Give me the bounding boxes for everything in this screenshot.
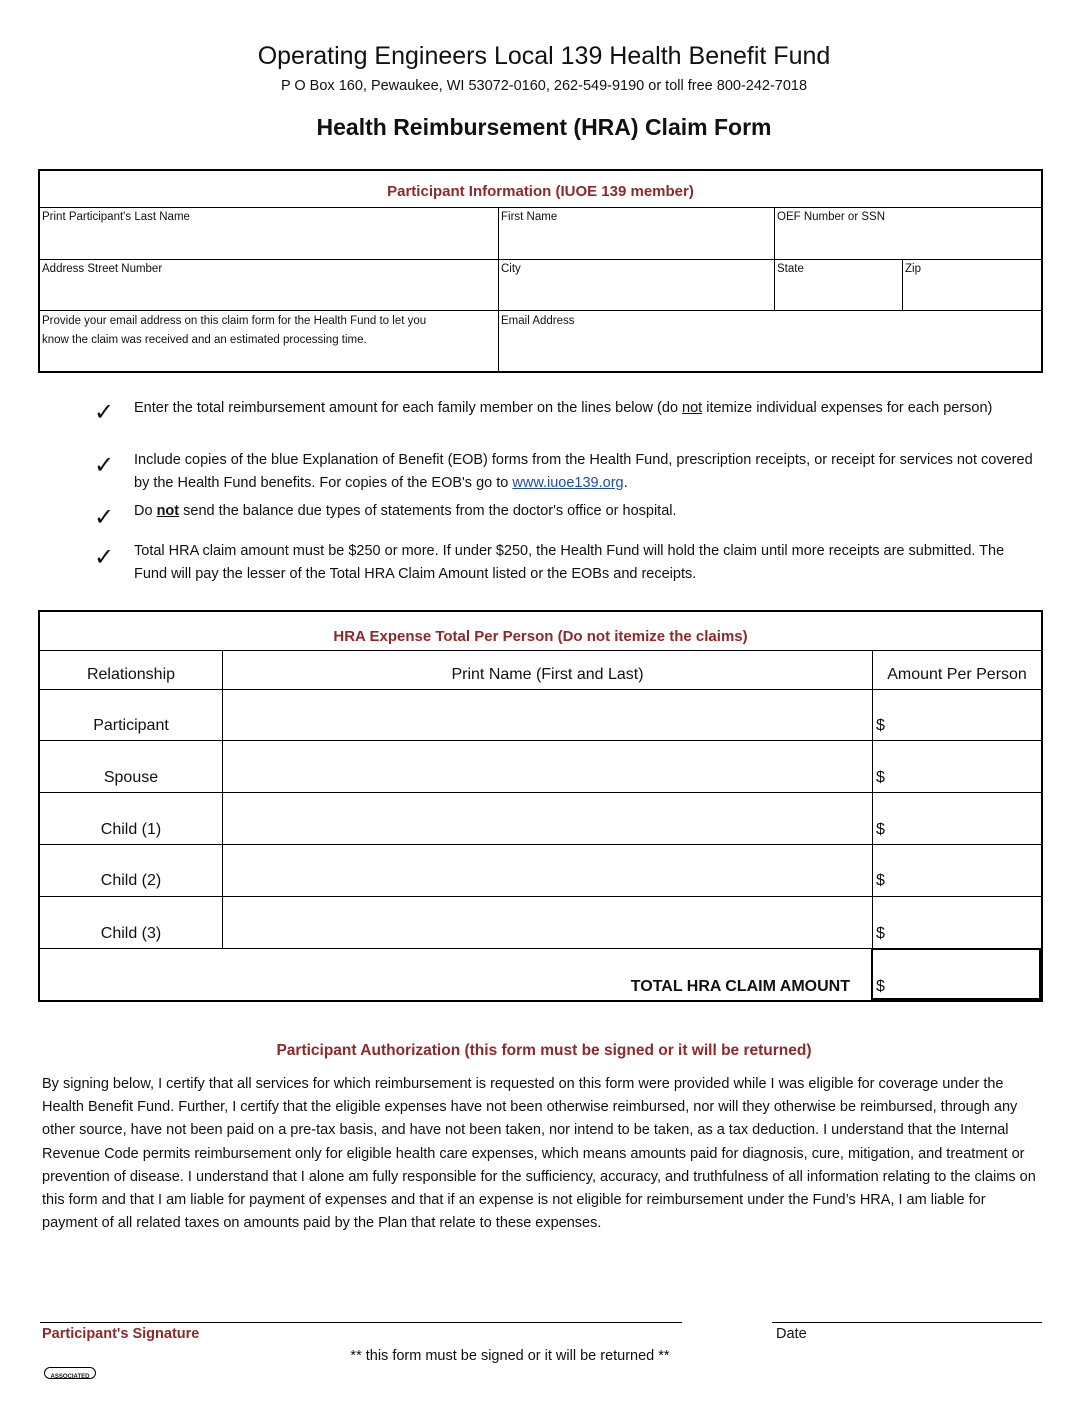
checkmark-icon: ✓ <box>94 398 115 426</box>
amount-input[interactable] <box>873 897 1041 948</box>
associated-logo-text: ASSOCIATED <box>50 1374 90 1379</box>
zip-label: Zip <box>905 263 921 275</box>
first-name-label: First Name <box>501 211 558 223</box>
name-input[interactable] <box>223 690 872 740</box>
checkmark-icon: ✓ <box>94 543 115 571</box>
name-input[interactable] <box>223 897 872 948</box>
email-label: Email Address <box>501 315 575 327</box>
date-line[interactable] <box>772 1322 1042 1323</box>
total-label: TOTAL HRA CLAIM AMOUNT <box>630 978 850 995</box>
city-label: City <box>501 263 521 275</box>
name-input[interactable] <box>223 845 872 896</box>
state-field[interactable] <box>777 260 899 309</box>
amount-input[interactable] <box>873 793 1041 844</box>
last-name-field[interactable] <box>42 208 496 258</box>
name-input[interactable] <box>223 741 872 792</box>
oef-number-field[interactable] <box>777 208 1039 258</box>
instruction-item-2: Include copies of the blue Explanation of Benefit (EOB) forms from the Health Fund, prescription receipts, or receipt for services not covered by the Health Fund benefits. For copies of the EOB's go to www.iuoe139.org. <box>134 452 1033 491</box>
total-amount-input[interactable] <box>871 948 1041 1000</box>
col-header-amount: Amount Per Person <box>887 666 1027 683</box>
participant-info-section <box>38 169 1043 373</box>
iuoe-website-link[interactable]: www.iuoe139.org <box>512 475 624 491</box>
state-label: State <box>777 263 804 275</box>
dollar-sign: $ <box>876 925 885 942</box>
row-relationship: Child (3) <box>100 925 162 942</box>
street-label: Address Street Number <box>42 263 163 275</box>
city-field[interactable] <box>501 260 771 309</box>
instruction-item-4: Total HRA claim amount must be $250 or more. If under $250, the Health Fund will hold the claim until more receipts are submitted. The Fund will pay the lesser of the Total HRA Claim Amount listed or the EOBs and receipts. <box>134 543 1005 582</box>
zip-field[interactable] <box>905 260 1039 309</box>
oef-number-label: OEF Number or SSN <box>777 211 885 223</box>
row-relationship: Child (2) <box>100 872 162 889</box>
amount-input[interactable] <box>873 690 1041 740</box>
instruction-item-1: Enter the total reimbursement amount for each family member on the lines below (do not itemize individual expenses for each person) <box>134 400 993 416</box>
dollar-sign: $ <box>876 872 885 889</box>
row-relationship: Spouse <box>103 769 159 786</box>
org-name: Operating Engineers Local 139 Health Benefit Fund <box>257 42 831 70</box>
last-name-label: Print Participant's Last Name <box>42 211 190 223</box>
signature-line[interactable] <box>40 1322 682 1323</box>
email-field[interactable] <box>501 312 1039 370</box>
row-relationship: Participant <box>93 717 169 734</box>
authorization-text: By signing below, I certify that all services for which reimbursement is requested on this form were provided while I was eligible for coverage under the Health Benefit Fund. Further, I certify that the eligible expenses have not been otherwise reimbursed, nor will they otherwise be reimbursed, through any other source, have not been paid on a pre-tax basis, and have not been taken, nor intend to be taken, as a tax deduction. I understand that the Internal Revenue Code permits reimbursement only for eligible health care expenses, which means amounts paid for diagnosis, cure, mitigation, and treatment or prevention of disease. I understand that I alone am fully responsible for the sufficiency, accuracy, and truthfulness of all information relating to the claims on this form and that I am liable for payment of expenses and that if an expense is not eligible for reimbursement under the Fund’s HRA, I am liable for payment of all related taxes on amounts paid by the Plan that relate to these expenses. <box>42 1076 1036 1232</box>
col-header-name: Print Name (First and Last) <box>451 666 644 683</box>
email-note <box>42 312 496 350</box>
signature-label: Participant's Signature <box>42 1326 200 1342</box>
street-field[interactable] <box>42 260 496 309</box>
associated-logo <box>44 1367 96 1379</box>
first-name-field[interactable] <box>501 208 771 258</box>
dollar-sign: $ <box>876 821 885 838</box>
instruction-item-3: Do not send the balance due types of statements from the doctor's office or hospital. <box>134 503 677 519</box>
expense-table <box>38 610 1043 1002</box>
checkmark-icon: ✓ <box>94 451 115 479</box>
authorization-title: Participant Authorization (this form must be signed or it will be returned) <box>276 1042 812 1059</box>
row-relationship: Child (1) <box>100 821 162 838</box>
name-input[interactable] <box>223 793 872 844</box>
participant-info-title: Participant Information (IUOE 139 member) <box>387 183 694 200</box>
amount-input[interactable] <box>873 741 1041 792</box>
checkmark-icon: ✓ <box>94 503 115 531</box>
org-address: P O Box 160, Pewaukee, WI 53072-0160, 262-549-9190 or toll free 800-242-7018 <box>280 78 808 94</box>
expense-table-title: HRA Expense Total Per Person (Do not itemize the claims) <box>333 628 748 645</box>
footer-note: ** this form must be signed or it will be returned ** <box>350 1348 670 1364</box>
dollar-sign: $ <box>876 717 885 734</box>
col-header-relationship: Relationship <box>86 666 176 683</box>
dollar-sign: $ <box>876 978 885 995</box>
email-note-line2: know the claim was received and an estimated processing time. <box>42 334 367 346</box>
email-note-line1: Provide your email address on this claim form for the Health Fund to let you <box>42 315 427 327</box>
date-label: Date <box>776 1326 807 1342</box>
dollar-sign: $ <box>876 769 885 786</box>
form-title: Health Reimbursement (HRA) Claim Form <box>316 114 772 140</box>
amount-input[interactable] <box>873 845 1041 896</box>
